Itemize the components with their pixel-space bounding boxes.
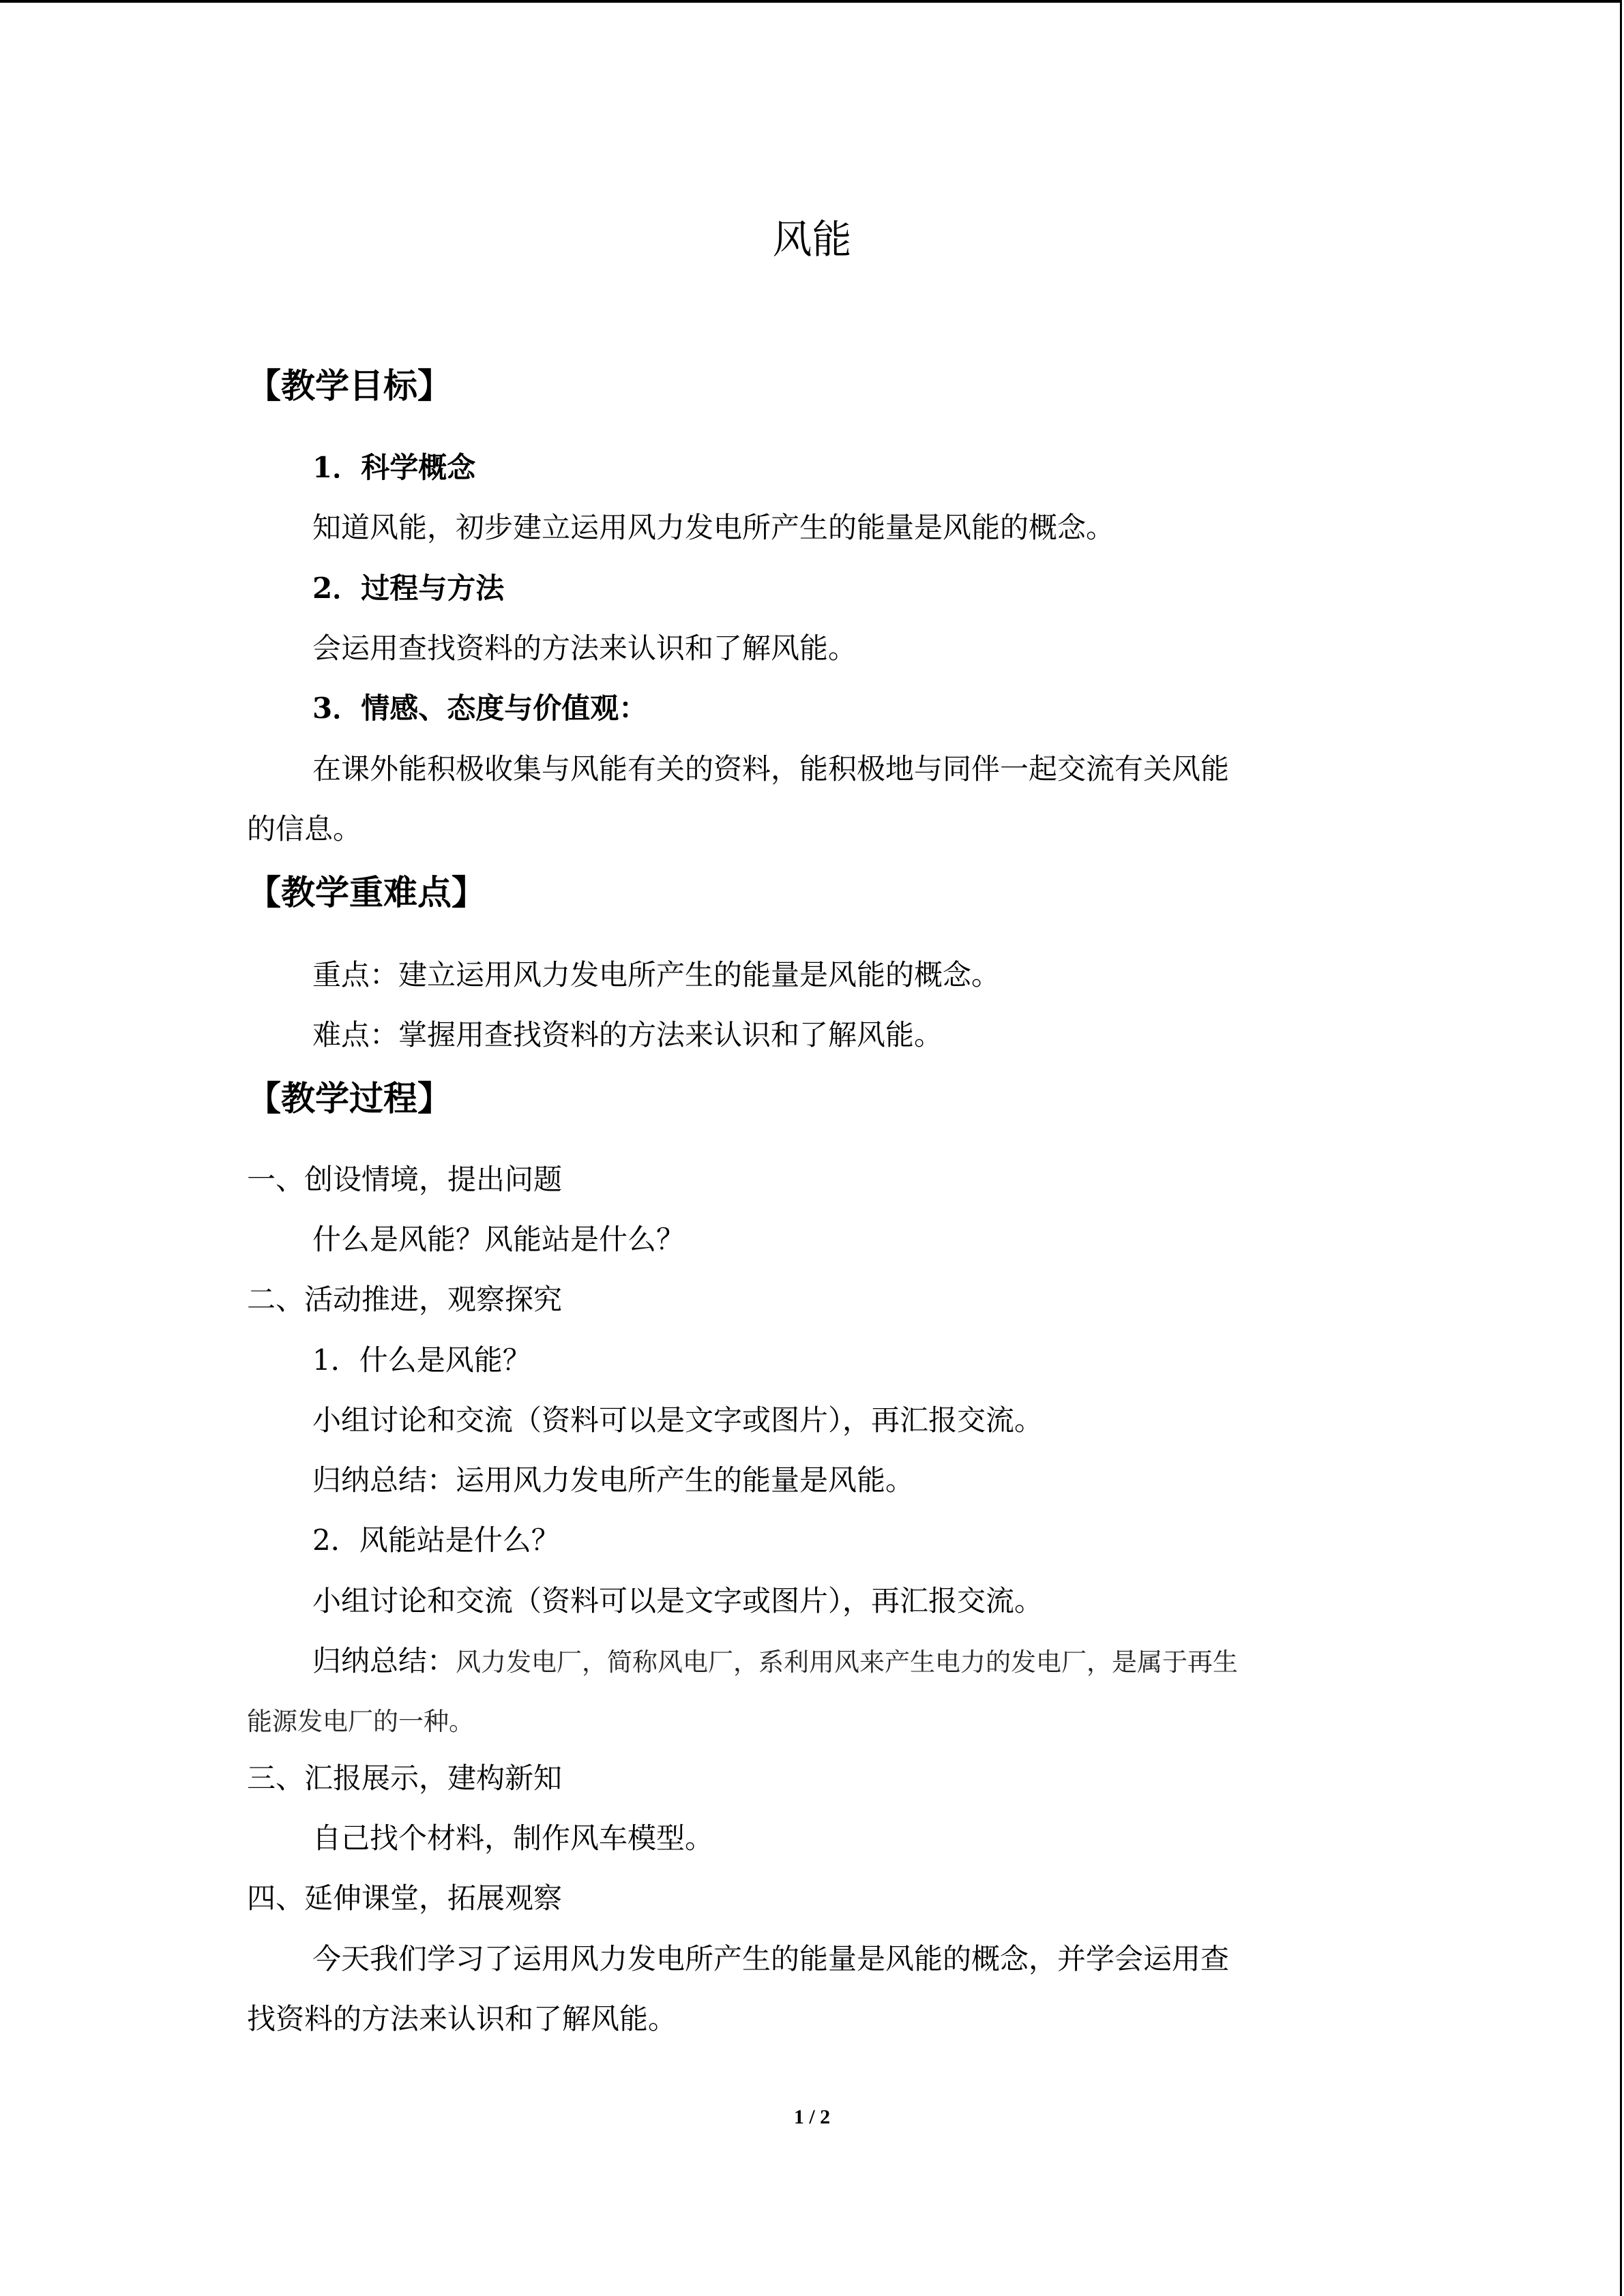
- key-point-difficulty: 难点：掌握用查找资料的方法来认识和了解风能。: [312, 1018, 943, 1052]
- goal-text-emotion-line2: 的信息。: [247, 812, 362, 846]
- process-step-1-title: 一、创设情境，提出问题: [247, 1163, 563, 1196]
- goal-label-emotion-attitude: 3．情感、态度与价值观：: [312, 691, 648, 725]
- process-step-2-sub1-summary: 归纳总结：运用风力发电所产生的能量是风能。: [312, 1463, 915, 1497]
- process-step-2-sub2-summary-line2: 能源发电厂的一种。: [247, 1707, 474, 1736]
- process-step-4-title: 四、延伸课堂，拓展观察: [247, 1881, 563, 1915]
- process-step-3-title: 三、汇报展示，建构新知: [247, 1761, 563, 1795]
- key-point-focus: 重点：建立运用风力发电所产生的能量是风能的概念。: [312, 958, 1001, 992]
- section-heading-process: 【教学过程】: [247, 1078, 452, 1118]
- goal-text-process-method: 会运用查找资料的方法来认识和了解风能。: [312, 631, 857, 665]
- summary-text: 风力发电厂，简称风电厂，系利用风来产生电力的发电厂，是属于再生: [456, 1648, 1239, 1677]
- process-step-2-sub1-label: 1．什么是风能？: [312, 1343, 531, 1377]
- summary-label: 归纳总结：: [312, 1644, 456, 1678]
- process-step-2-title: 二、活动推进，观察探究: [247, 1283, 563, 1316]
- goal-label-process-method: 2．过程与方法: [312, 571, 505, 605]
- process-step-3-text: 自己找个材料，制作风车模型。: [312, 1821, 714, 1855]
- section-heading-key-points: 【教学重难点】: [247, 872, 486, 912]
- goal-text-science-concept: 知道风能，初步建立运用风力发电所产生的能量是风能的概念。: [312, 511, 1115, 544]
- goal-text-emotion-line1: 在课外能积极收集与风能有关的资料，能积极地与同伴一起交流有关风能: [312, 752, 1230, 786]
- process-step-2-sub2-discussion: 小组讨论和交流（资料可以是文字或图片），再汇报交流。: [312, 1584, 1044, 1617]
- section-heading-goals: 【教学目标】: [247, 366, 452, 406]
- document-title: 风能: [772, 216, 852, 263]
- process-step-2-sub1-discussion: 小组讨论和交流（资料可以是文字或图片），再汇报交流。: [312, 1403, 1044, 1437]
- process-step-2-sub2-summary-line1: [312, 1644, 1239, 1678]
- process-step-2-sub2-label: 2．风能站是什么？: [312, 1523, 560, 1557]
- process-step-1-text: 什么是风能？风能站是什么？: [312, 1223, 685, 1256]
- goal-label-science-concept: 1．科学概念: [312, 451, 476, 484]
- process-step-4-text-line2: 找资料的方法来认识和了解风能。: [247, 2002, 677, 2036]
- process-step-4-text-line1: 今天我们学习了运用风力发电所产生的能量是风能的概念，并学会运用查: [312, 1942, 1230, 1976]
- page-indicator: 1 / 2: [793, 2106, 831, 2128]
